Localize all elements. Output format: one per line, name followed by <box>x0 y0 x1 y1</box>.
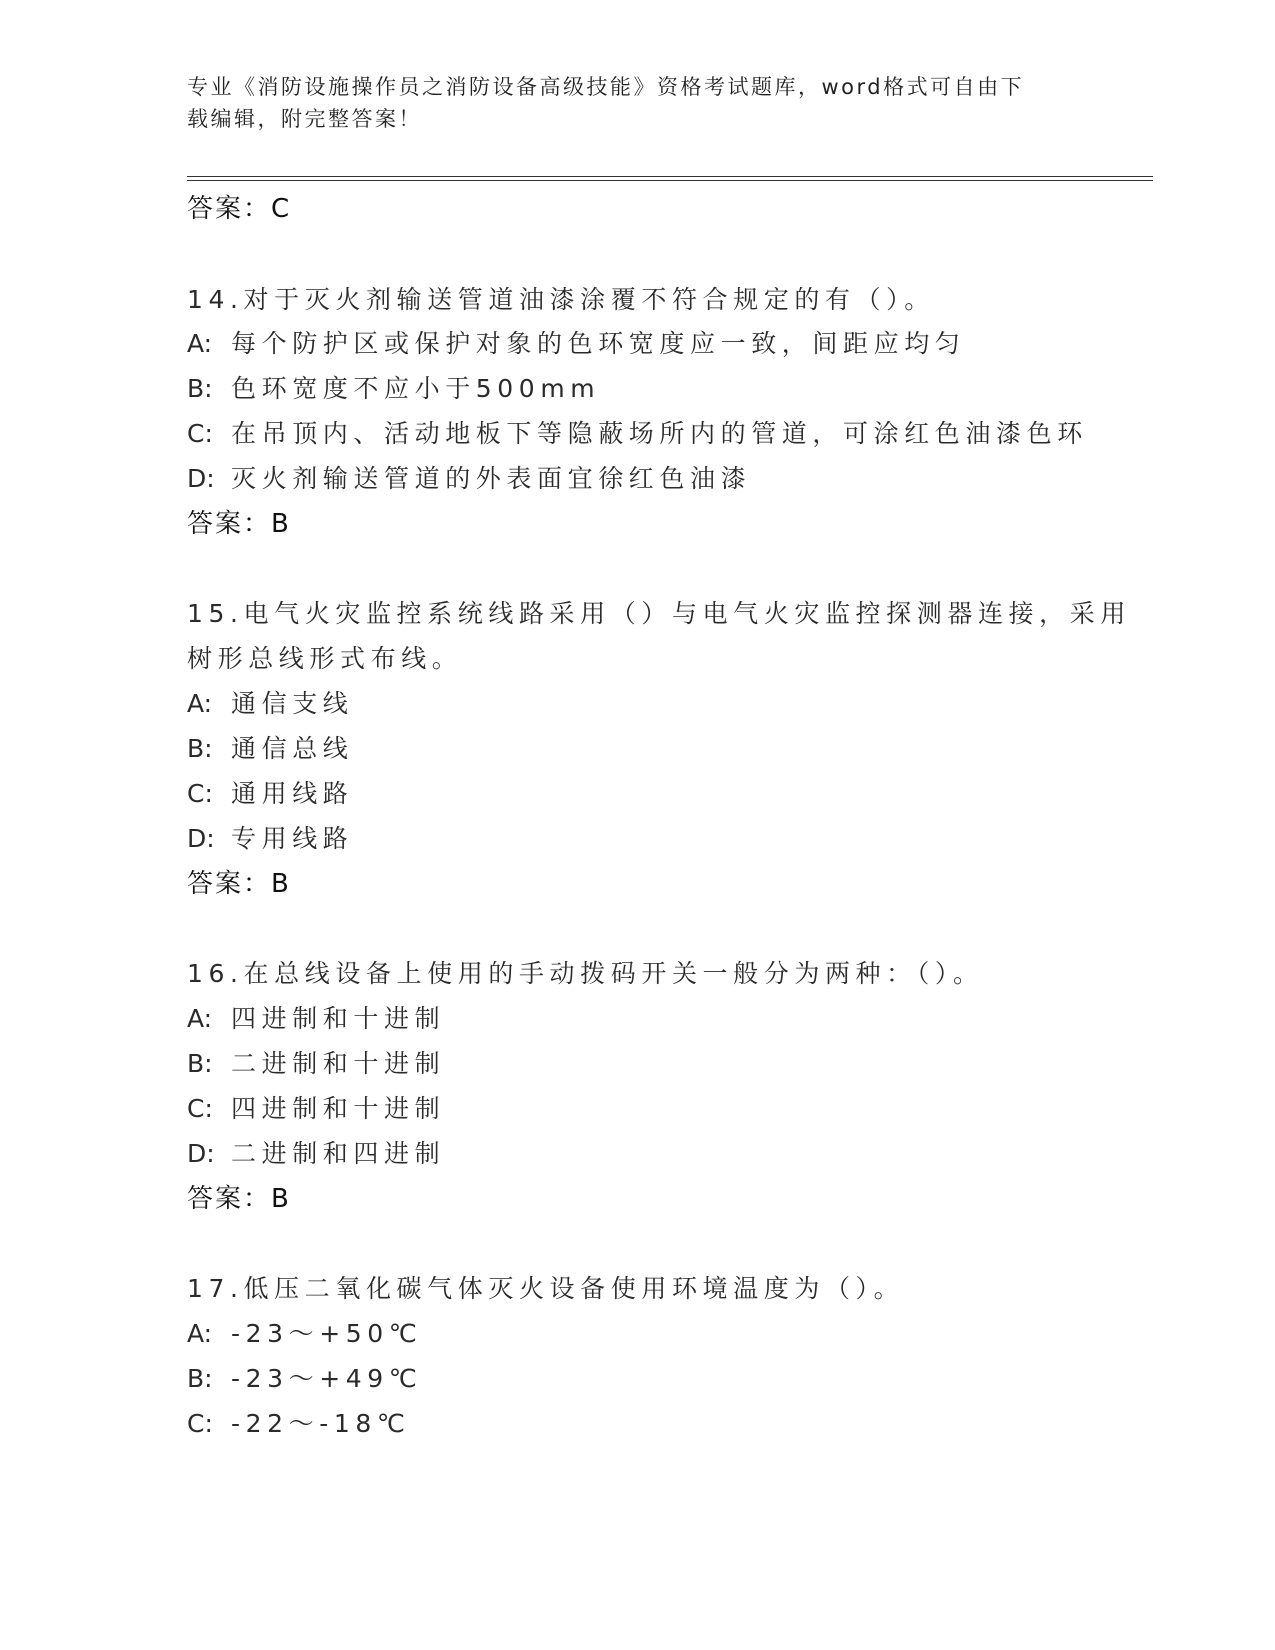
option-text: 通信总线 <box>231 734 354 763</box>
question-14-option-b <box>187 371 600 407</box>
header-rule-top <box>187 176 1153 177</box>
question-15-option-d <box>187 821 353 857</box>
option-key: B: <box>187 374 213 403</box>
question-14-option-c <box>187 416 1088 452</box>
option-key: A: <box>187 329 213 358</box>
question-15-answer: 答案：B <box>187 869 291 899</box>
option-text: 专用线路 <box>231 824 354 853</box>
question-17-option-c <box>187 1406 411 1442</box>
option-key: C: <box>187 1409 213 1438</box>
header-text-line-2: 载编辑，附完整答案！ <box>187 107 422 131</box>
option-key: D: <box>187 464 215 493</box>
option-key: A: <box>187 689 213 718</box>
option-text: 在吊顶内、活动地板下等隐蔽场所内的管道，可涂红色油漆色环 <box>231 419 1088 448</box>
option-text: 色环宽度不应小于500mm <box>231 374 601 403</box>
question-15-title-line-2: 树形总线形式布线。 <box>187 644 463 673</box>
question-14-option-a <box>187 326 965 362</box>
option-key: B: <box>187 1049 213 1078</box>
question-16-option-d <box>187 1136 445 1172</box>
option-key: B: <box>187 734 213 763</box>
question-17-title: 17.低压二氧化碳气体灭火设备使用环境温度为（）。 <box>187 1274 905 1303</box>
option-text: -23～+49℃ <box>231 1364 423 1393</box>
question-17-option-a <box>187 1316 422 1352</box>
question-17-option-b <box>187 1361 422 1397</box>
question-14-option-d <box>187 461 751 497</box>
option-text: -23～+50℃ <box>231 1319 423 1348</box>
question-15-title-line-1: 15.电气火灾监控系统线路采用（）与电气火灾监控探测器连接，采用 <box>187 599 1131 628</box>
previous-answer: 答案：C <box>187 194 292 224</box>
option-text: 二进制和四进制 <box>231 1139 446 1168</box>
question-14-answer: 答案：B <box>187 509 291 539</box>
option-text: 通用线路 <box>231 779 354 808</box>
question-15-option-c <box>187 776 353 812</box>
option-text: 每个防护区或保护对象的色环宽度应一致，间距应均匀 <box>231 329 966 358</box>
option-key: B: <box>187 1364 213 1393</box>
option-key: C: <box>187 1094 213 1123</box>
header-text-line-1: 专业《消防设施操作员之消防设备高级技能》资格考试题库，word格式可自由下 <box>187 75 1025 99</box>
option-key: A: <box>187 1319 213 1348</box>
option-key: A: <box>187 1004 213 1033</box>
question-16-title: 16.在总线设备上使用的手动拨码开关一般分为两种：（）。 <box>187 959 984 988</box>
question-16-answer: 答案：B <box>187 1184 291 1214</box>
option-text: 二进制和十进制 <box>231 1049 446 1078</box>
option-key: C: <box>187 779 213 808</box>
option-text: -22～-18℃ <box>231 1409 411 1438</box>
option-text: 四进制和十进制 <box>231 1004 446 1033</box>
option-key: D: <box>187 1139 215 1168</box>
question-16-option-a <box>187 1001 445 1037</box>
question-15-option-a <box>187 686 353 722</box>
option-text: 通信支线 <box>231 689 354 718</box>
question-16-option-c <box>187 1091 445 1127</box>
option-key: C: <box>187 419 213 448</box>
option-key: D: <box>187 824 215 853</box>
question-16-option-b <box>187 1046 445 1082</box>
option-text: 四进制和十进制 <box>231 1094 446 1123</box>
option-text: 灭火剂输送管道的外表面宜徐红色油漆 <box>231 464 752 493</box>
header-rule-bottom <box>187 180 1153 181</box>
question-14-title: 14.对于灭火剂输送管道油漆涂覆不符合规定的有（）。 <box>187 285 935 314</box>
question-15-option-b <box>187 731 353 767</box>
